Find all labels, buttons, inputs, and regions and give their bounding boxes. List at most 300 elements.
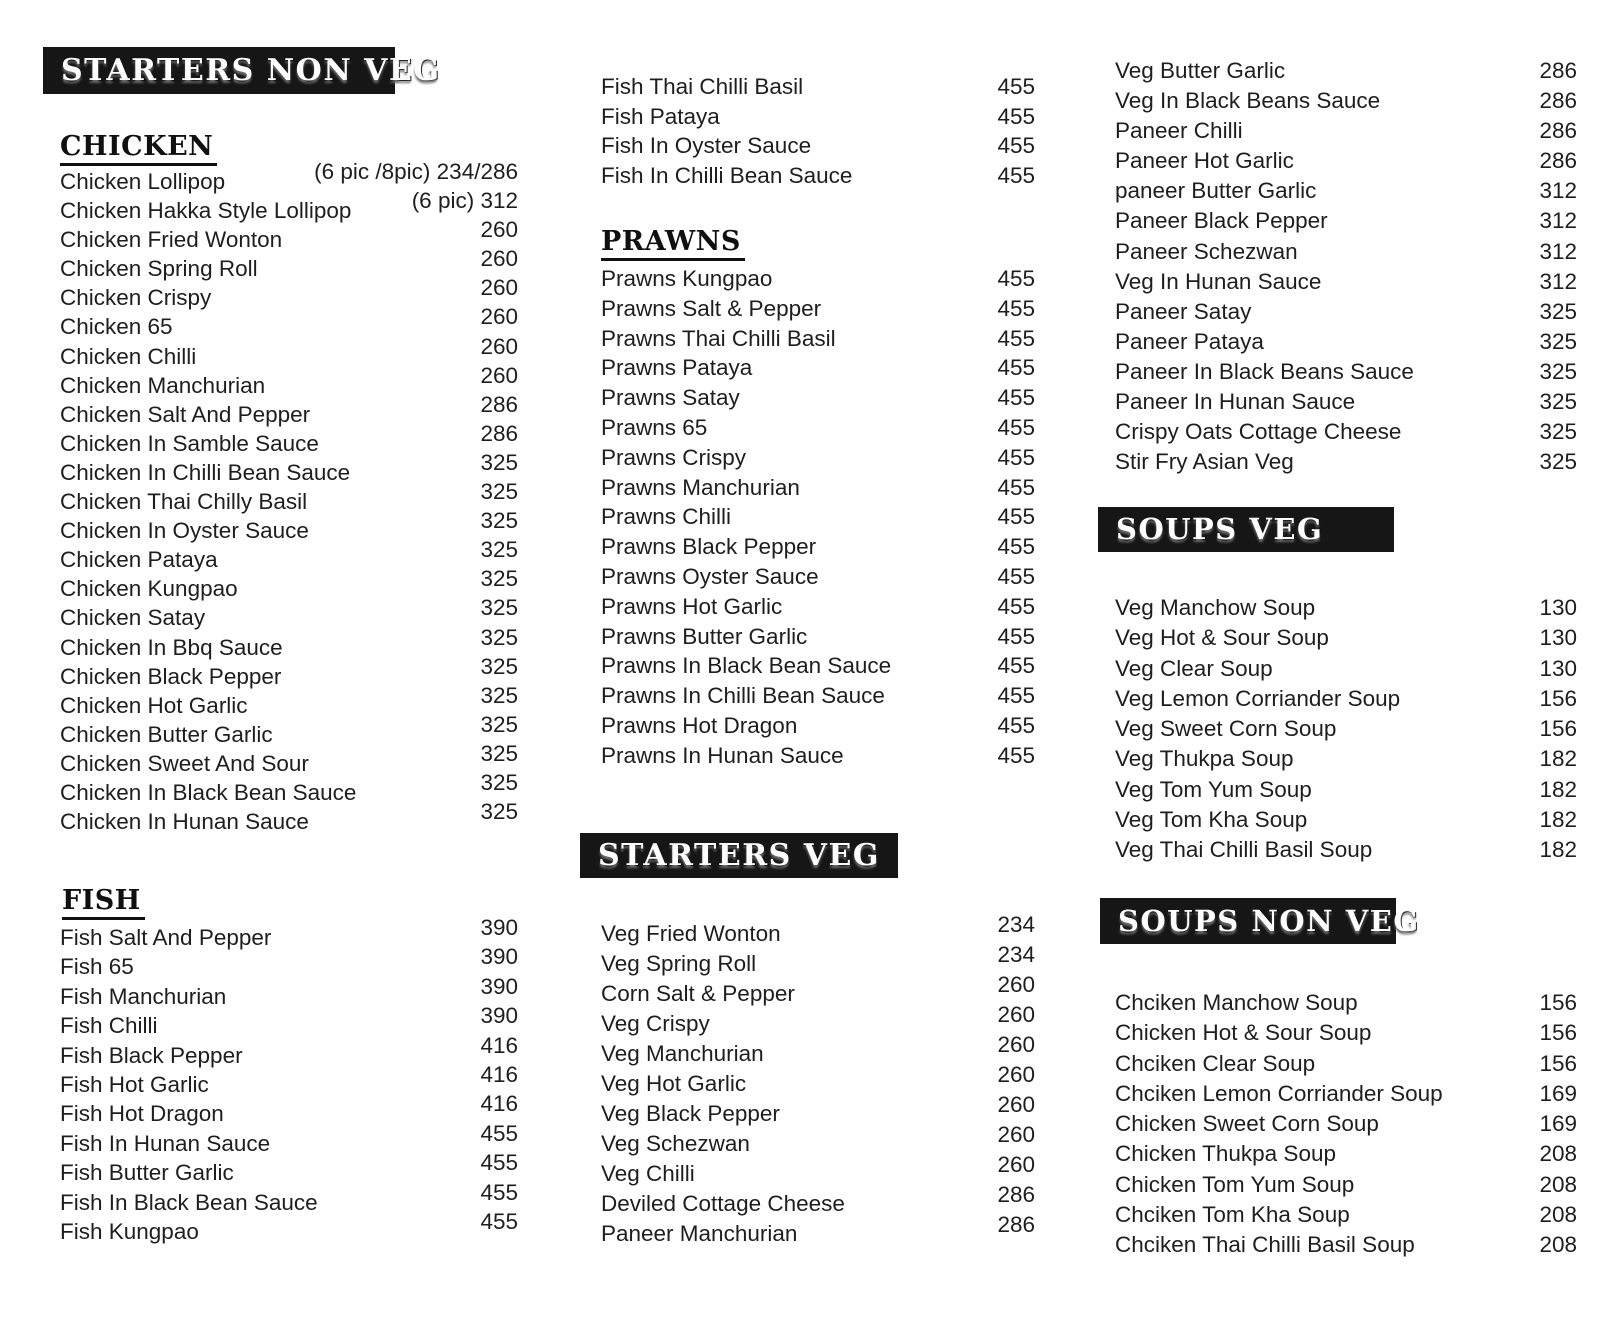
- item-price: 286: [1539, 58, 1577, 83]
- item-price: 325: [480, 682, 518, 708]
- menu-item-row: [1115, 656, 1577, 686]
- item-price: 325: [480, 595, 518, 621]
- item-name: Chicken In Black Bean Sauce: [60, 779, 357, 805]
- item-price: 455: [997, 266, 1035, 291]
- menu-item-row: [601, 74, 1035, 104]
- menu-item-row: [601, 594, 1035, 624]
- item-price: 260: [997, 1062, 1035, 1087]
- item-price: 156: [1539, 716, 1577, 742]
- menu-item-row: [1115, 595, 1577, 625]
- menu-item-row: [601, 1212, 1035, 1251]
- item-price: 130: [1539, 655, 1577, 681]
- menu-item-row: [60, 624, 518, 664]
- item-name: Fish Hot Garlic: [60, 1071, 209, 1097]
- menu-item-row: [601, 1152, 1035, 1191]
- item-price: 286: [480, 420, 518, 446]
- prawns-item-list: [601, 266, 1035, 773]
- item-name: Chicken Spring Roll: [60, 256, 258, 282]
- item-price: 130: [1539, 595, 1577, 620]
- menu-item-row: [601, 133, 1035, 163]
- menu-item-row: [60, 944, 518, 983]
- item-price: 455: [997, 325, 1035, 351]
- item-name: Prawns Pataya: [601, 355, 753, 381]
- item-price: 455: [997, 683, 1035, 709]
- item-name: Veg Fried Wonton: [601, 921, 781, 946]
- item-price: 325: [1539, 449, 1577, 475]
- menu-item-row: [1115, 449, 1577, 479]
- item-price: 455: [997, 474, 1035, 500]
- menu-item-row: [601, 385, 1035, 415]
- menu-item-row: [1115, 359, 1577, 389]
- menu-item-row: [60, 420, 518, 460]
- item-name: Fish Salt And Pepper: [60, 925, 272, 950]
- item-name: Chicken Black Pepper: [60, 663, 282, 689]
- item-price: 416: [480, 1091, 518, 1117]
- item-name: Prawns Salt & Pepper: [601, 295, 822, 321]
- item-price: 455: [480, 1150, 518, 1176]
- item-price: 325: [480, 479, 518, 505]
- item-price: 130: [1539, 625, 1577, 651]
- menu-item-row: [1115, 716, 1577, 746]
- item-price: 325: [480, 799, 518, 825]
- item-name: Veg Clear Soup: [1115, 655, 1273, 681]
- item-price: 208: [1539, 1141, 1577, 1167]
- menu-item-row: [1115, 807, 1577, 837]
- item-price: 390: [480, 1003, 518, 1029]
- item-name: Veg Butter Garlic: [1115, 58, 1286, 83]
- menu-item-row: [601, 266, 1035, 296]
- menu-item-row: [60, 653, 518, 693]
- item-name: Paneer Black Pepper: [1115, 208, 1328, 234]
- item-name: Fish In Chilli Bean Sauce: [601, 162, 853, 188]
- menu-item-row: [1115, 269, 1577, 299]
- item-price: 455: [997, 742, 1035, 768]
- item-name: Prawns Thai Chilli Basil: [601, 325, 836, 351]
- menu-item-row: [60, 449, 518, 489]
- menu-item-row: [60, 1003, 518, 1042]
- subsection-heading-fish: FISH: [62, 886, 145, 920]
- item-name: Prawns Butter Garlic: [601, 623, 808, 649]
- item-name: Fish In Oyster Sauce: [601, 133, 812, 159]
- item-price: 312: [1539, 268, 1577, 294]
- item-price: 260: [997, 1002, 1035, 1027]
- menu-item-row: [60, 1120, 518, 1160]
- item-price: 260: [480, 362, 518, 388]
- item-price: 182: [1539, 837, 1577, 863]
- item-name: Chicken In Oyster Sauce: [60, 518, 309, 544]
- item-name: Chicken 65: [60, 314, 173, 340]
- menu-item-row: [60, 1032, 518, 1072]
- item-price: 208: [1539, 1171, 1577, 1197]
- item-price: 312: [1539, 238, 1577, 264]
- item-price: 286: [1539, 148, 1577, 174]
- item-name: Paneer Hot Garlic: [1115, 148, 1294, 174]
- menu-item-row: [60, 479, 518, 518]
- item-name: Fish Butter Garlic: [60, 1160, 234, 1186]
- menu-item-row: [60, 304, 518, 343]
- item-name: Paneer Pataya: [1115, 328, 1264, 354]
- item-price: 455: [997, 103, 1035, 129]
- menu-item-row: [1115, 299, 1577, 329]
- item-price: 156: [1539, 1020, 1577, 1046]
- item-price: 455: [997, 444, 1035, 470]
- menu-item-row: [601, 683, 1035, 713]
- menu-item-row: [1115, 1202, 1577, 1232]
- item-name: Veg Hot Garlic: [601, 1071, 747, 1096]
- item-price: 455: [997, 385, 1035, 411]
- menu-item-row: [601, 1062, 1035, 1101]
- item-name: Chicken Butter Garlic: [60, 721, 273, 747]
- menu-item-row: [1115, 208, 1577, 238]
- item-name: Chicken Pataya: [60, 547, 218, 573]
- item-price: 455: [480, 1120, 518, 1146]
- item-name: Veg Manchow Soup: [1115, 595, 1316, 620]
- item-price: 182: [1539, 776, 1577, 802]
- item-price: 260: [997, 1032, 1035, 1057]
- item-price: 260: [997, 972, 1035, 997]
- item-price: 455: [997, 623, 1035, 649]
- menu-item-row: [60, 799, 518, 838]
- item-price: 260: [480, 304, 518, 330]
- item-name: Prawns 65: [601, 414, 708, 440]
- item-price: 312: [1539, 208, 1577, 234]
- fish-item-list: [60, 915, 518, 1248]
- menu-item-row: [601, 624, 1035, 654]
- item-name: Chicken In Bbq Sauce: [60, 634, 283, 660]
- menu-item-row: [1115, 837, 1577, 867]
- menu-item-row: [60, 333, 518, 373]
- item-name: Corn Salt & Pepper: [601, 981, 795, 1006]
- item-price: 169: [1539, 1080, 1577, 1106]
- item-name: Chicken In Chilli Bean Sauce: [60, 459, 351, 485]
- menu-item-row: [60, 246, 518, 285]
- menu-item-row: [60, 537, 518, 576]
- menu-item-row: [601, 653, 1035, 683]
- menu-item-row: [1115, 178, 1577, 208]
- item-price: 325: [480, 566, 518, 592]
- item-name: Fish In Hunan Sauce: [60, 1130, 271, 1156]
- menu-item-row: [601, 912, 1035, 951]
- item-name: Prawns Manchurian: [601, 474, 800, 500]
- item-price: 286: [1539, 118, 1577, 144]
- item-name: Veg Spring Roll: [601, 951, 757, 976]
- menu-item-row: [1115, 686, 1577, 716]
- menu-item-row: [601, 1182, 1035, 1221]
- item-name: Paneer Schezwan: [1115, 238, 1298, 264]
- subsection-heading-chicken: CHICKEN: [60, 132, 217, 166]
- item-price: 390: [480, 915, 518, 940]
- menu-item-row: [601, 713, 1035, 743]
- item-price: 286: [997, 1182, 1035, 1207]
- item-price: 260: [997, 1152, 1035, 1177]
- item-name: Prawns Crispy: [601, 444, 747, 470]
- item-name: Veg Manchurian: [601, 1041, 764, 1066]
- item-price: 234: [997, 942, 1035, 967]
- item-price: 286: [480, 391, 518, 417]
- item-price: 260: [997, 1092, 1035, 1117]
- item-name: Paneer In Black Beans Sauce: [1115, 358, 1414, 384]
- menu-item-row: [1115, 148, 1577, 178]
- item-name: Chicken Sweet Corn Soup: [1115, 1111, 1379, 1137]
- item-price: 325: [1539, 358, 1577, 384]
- section-banner-soups-veg: SOUPS VEG: [1098, 507, 1394, 552]
- item-name: Prawns In Hunan Sauce: [601, 742, 844, 768]
- menu-item-row: [60, 508, 518, 547]
- item-name: Chicken Hot & Sour Soup: [1115, 1020, 1372, 1046]
- item-name: Deviled Cottage Cheese: [601, 1191, 845, 1216]
- item-name: Paneer In Hunan Sauce: [1115, 389, 1356, 415]
- item-price: 455: [997, 295, 1035, 321]
- menu-item-row: [601, 1092, 1035, 1131]
- item-name: Veg Thukpa Soup: [1115, 746, 1294, 772]
- menu-item-row: [60, 217, 518, 256]
- menu-item-row: [60, 188, 518, 227]
- item-price: 455: [997, 162, 1035, 188]
- menu-item-row: [601, 475, 1035, 505]
- menu-item-row: [601, 942, 1035, 981]
- item-name: Veg Hot & Sour Soup: [1115, 625, 1329, 651]
- item-name: Crispy Oats Cottage Cheese: [1115, 419, 1402, 445]
- menu-item-row: [60, 595, 518, 634]
- menu-item-row: [601, 163, 1035, 193]
- item-name: Chicken Chilli: [60, 343, 197, 369]
- item-price: 260: [480, 333, 518, 359]
- item-name: Chicken Thukpa Soup: [1115, 1141, 1336, 1167]
- item-name: Prawns Hot Garlic: [601, 593, 783, 619]
- item-price: 325: [480, 769, 518, 795]
- item-name: Chicken Tom Yum Soup: [1115, 1171, 1355, 1197]
- item-price: 182: [1539, 807, 1577, 833]
- menu-item-row: [601, 743, 1035, 773]
- item-price: 312: [1539, 178, 1577, 204]
- item-price: 325: [480, 624, 518, 650]
- starters-veg-item-list: [601, 912, 1035, 1251]
- item-price: 325: [480, 653, 518, 679]
- menu-item-row: [601, 1032, 1035, 1071]
- menu-item-row: [60, 1179, 518, 1219]
- item-price: 156: [1539, 685, 1577, 711]
- menu-item-row: [60, 391, 518, 431]
- item-price: 455: [997, 653, 1035, 679]
- item-price: 286: [997, 1212, 1035, 1237]
- item-price: 455: [480, 1208, 518, 1234]
- item-price: 455: [997, 593, 1035, 619]
- item-name: Chicken Hakka Style Lollipop: [60, 198, 352, 224]
- starters-veg-item-list-continued: [1115, 58, 1577, 479]
- menu-item-row: [601, 1122, 1035, 1161]
- item-name: Veg Tom Yum Soup: [1115, 776, 1312, 802]
- item-price: 286: [1539, 88, 1577, 114]
- menu-item-row: [601, 415, 1035, 445]
- item-name: Fish In Black Bean Sauce: [60, 1189, 318, 1215]
- item-name: Chciken Clear Soup: [1115, 1050, 1316, 1076]
- item-price: 325: [480, 508, 518, 534]
- item-price: 325: [480, 537, 518, 563]
- menu-item-row: [1115, 1232, 1577, 1262]
- menu-item-row: [60, 275, 518, 314]
- item-price: (6 pic) 312: [411, 188, 518, 214]
- item-price: 416: [480, 1032, 518, 1058]
- menu-item-row: [60, 362, 518, 402]
- item-name: Stir Fry Asian Veg: [1115, 449, 1294, 475]
- item-price: 325: [480, 740, 518, 766]
- item-name: Prawns Chilli: [601, 504, 732, 530]
- item-name: Chicken In Hunan Sauce: [60, 809, 309, 835]
- menu-item-row: [601, 104, 1035, 134]
- item-price: 325: [1539, 389, 1577, 415]
- item-price: 208: [1539, 1232, 1577, 1258]
- item-name: Veg In Hunan Sauce: [1115, 268, 1322, 294]
- item-name: Prawns Satay: [601, 385, 740, 411]
- item-price: 325: [480, 449, 518, 475]
- menu-item-row: [1115, 625, 1577, 655]
- chicken-item-list: [60, 159, 518, 838]
- item-price: (6 pic /8pic) 234/286: [314, 159, 518, 184]
- item-name: Chicken Satay: [60, 605, 206, 631]
- menu-item-row: [1115, 1020, 1577, 1050]
- menu-item-row: [1115, 389, 1577, 419]
- menu-item-row: [1115, 777, 1577, 807]
- menu-item-row: [60, 1091, 518, 1130]
- item-name: Prawns In Black Bean Sauce: [601, 653, 892, 679]
- menu-item-row: [601, 534, 1035, 564]
- menu-item-row: [1115, 746, 1577, 776]
- section-banner-soups-non-veg: SOUPS NON VEG: [1100, 898, 1396, 944]
- item-name: Fish Chilli: [60, 1013, 158, 1039]
- item-price: 325: [1539, 328, 1577, 354]
- item-name: Veg Crispy: [601, 1011, 710, 1036]
- item-price: 208: [1539, 1202, 1577, 1228]
- item-price: 455: [997, 414, 1035, 440]
- item-name: Paneer Satay: [1115, 298, 1252, 324]
- item-price: 169: [1539, 1111, 1577, 1137]
- item-name: Chicken Salt And Pepper: [60, 401, 311, 427]
- item-price: 325: [1539, 419, 1577, 445]
- item-price: 455: [997, 355, 1035, 381]
- menu-item-row: [601, 504, 1035, 534]
- menu-item-row: [601, 564, 1035, 594]
- item-name: Veg Schezwan: [601, 1131, 750, 1156]
- item-name: Chciken Tom Kha Soup: [1115, 1202, 1350, 1228]
- menu-item-row: [1115, 88, 1577, 118]
- item-name: Fish 65: [60, 954, 134, 980]
- item-name: Chicken Lollipop: [60, 169, 226, 194]
- menu-item-row: [601, 445, 1035, 475]
- item-price: 455: [997, 534, 1035, 560]
- menu-item-row: [601, 972, 1035, 1011]
- item-name: Chciken Lemon Corriander Soup: [1115, 1080, 1443, 1106]
- menu-item-row: [1115, 990, 1577, 1020]
- menu-item-row: [1115, 1172, 1577, 1202]
- subsection-heading-prawns: PRAWNS: [601, 227, 745, 261]
- item-name: Veg Sweet Corn Soup: [1115, 716, 1337, 742]
- menu-item-row: [60, 740, 518, 780]
- item-name: Chciken Thai Chilli Basil Soup: [1115, 1232, 1415, 1258]
- item-name: Prawns In Chilli Bean Sauce: [601, 683, 885, 709]
- item-price: 455: [997, 74, 1035, 99]
- section-banner-starters-non-veg: STARTERS NON VEG: [43, 47, 395, 94]
- menu-item-row: [601, 1002, 1035, 1041]
- item-name: Chciken Manchow Soup: [1115, 990, 1358, 1015]
- item-name: Chicken Manchurian: [60, 372, 266, 398]
- item-name: Prawns Oyster Sauce: [601, 563, 819, 589]
- item-name: Paneer Manchurian: [601, 1221, 798, 1246]
- item-price: 416: [480, 1061, 518, 1087]
- item-price: 325: [1539, 298, 1577, 324]
- menu-item-row: [1115, 58, 1577, 88]
- item-name: Veg Lemon Corriander Soup: [1115, 685, 1401, 711]
- item-name: Chicken Fried Wonton: [60, 227, 283, 253]
- item-price: 390: [480, 944, 518, 970]
- item-name: Veg Black Pepper: [601, 1101, 780, 1126]
- menu-item-row: [601, 355, 1035, 385]
- item-name: Prawns Black Pepper: [601, 534, 817, 560]
- item-price: 455: [997, 712, 1035, 738]
- menu-item-row: [60, 973, 518, 1013]
- item-name: Chicken Hot Garlic: [60, 692, 248, 718]
- item-price: 156: [1539, 1050, 1577, 1076]
- item-name: Fish Hot Dragon: [60, 1101, 224, 1127]
- item-name: Paneer Chilli: [1115, 118, 1243, 144]
- item-name: Prawns Hot Dragon: [601, 712, 798, 738]
- item-name: Fish Manchurian: [60, 983, 227, 1009]
- menu-item-row: [1115, 1111, 1577, 1141]
- item-name: Fish Kungpao: [60, 1218, 199, 1244]
- menu-item-row: [60, 682, 518, 722]
- soups-non-veg-item-list: [1115, 990, 1577, 1263]
- item-name: paneer Butter Garlic: [1115, 178, 1317, 204]
- menu-item-row: [60, 1150, 518, 1189]
- item-price: 182: [1539, 746, 1577, 772]
- item-name: Veg Thai Chilli Basil Soup: [1115, 837, 1373, 863]
- item-name: Fish Pataya: [601, 103, 720, 129]
- item-price: 325: [480, 711, 518, 737]
- item-price: 260: [997, 1122, 1035, 1147]
- menu-item-row: [60, 1208, 518, 1248]
- menu-item-row: [1115, 1051, 1577, 1081]
- item-name: Fish Thai Chilli Basil: [601, 74, 804, 99]
- item-name: Veg Tom Kha Soup: [1115, 807, 1308, 833]
- menu-item-row: [60, 915, 518, 954]
- menu-item-row: [1115, 239, 1577, 269]
- soups-veg-item-list: [1115, 595, 1577, 868]
- item-price: 455: [997, 504, 1035, 530]
- menu-item-row: [1115, 1141, 1577, 1171]
- item-name: Prawns Kungpao: [601, 266, 773, 291]
- menu-item-row: [1115, 419, 1577, 449]
- section-banner-starters-veg: STARTERS VEG: [580, 833, 898, 878]
- item-name: Veg Chilli: [601, 1161, 695, 1186]
- item-price: 260: [480, 217, 518, 243]
- item-name: Chicken Kungpao: [60, 576, 238, 602]
- menu-item-row: [601, 296, 1035, 326]
- item-price: 156: [1539, 990, 1577, 1015]
- item-price: 455: [480, 1179, 518, 1205]
- item-price: 455: [997, 133, 1035, 159]
- menu-item-row: [1115, 1081, 1577, 1111]
- menu-item-row: [60, 711, 518, 751]
- item-name: Fish Black Pepper: [60, 1042, 243, 1068]
- item-name: Chicken Thai Chilly Basil: [60, 489, 308, 515]
- item-name: Veg In Black Beans Sauce: [1115, 88, 1381, 114]
- menu-item-row: [60, 566, 518, 605]
- item-price: 260: [480, 246, 518, 272]
- item-name: Chicken Sweet And Sour: [60, 750, 309, 776]
- item-price: 260: [480, 275, 518, 301]
- item-price: 390: [480, 973, 518, 999]
- item-name: Chicken Crispy: [60, 285, 212, 311]
- item-price: 455: [997, 563, 1035, 589]
